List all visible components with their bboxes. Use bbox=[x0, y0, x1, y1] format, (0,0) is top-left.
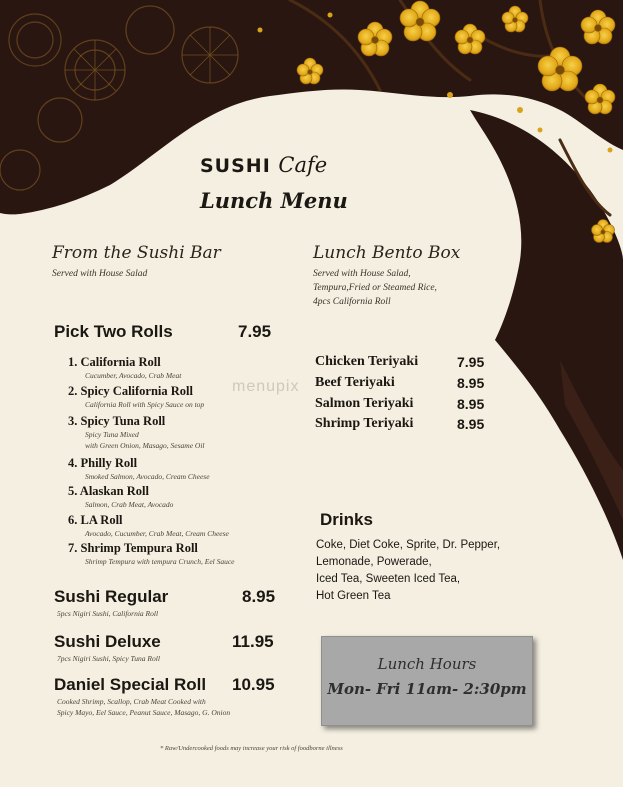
roll-desc: Cucumber, Avocado, Crab Meat bbox=[85, 371, 182, 380]
bento-item-name: Beef Teriyaki bbox=[315, 375, 395, 390]
bento-item-name: Shrimp Teriyaki bbox=[315, 416, 414, 431]
bento-note: 4pcs California Roll bbox=[313, 297, 391, 307]
sushi-bar-note: Served with House Salad bbox=[52, 269, 148, 279]
brand-name-italic: Cafe bbox=[278, 153, 328, 177]
sushi-deluxe-label: Sushi Deluxe bbox=[54, 632, 161, 651]
sushi-regular-price: 8.95 bbox=[242, 587, 276, 606]
bento-note: Served with House Salad, bbox=[313, 269, 411, 279]
drinks-line: Lemonade, Powerade, bbox=[316, 556, 432, 568]
sushi-regular-desc: 5pcs Nigiri Sushi, California Roll bbox=[57, 609, 159, 618]
roll-name: 4. Philly Roll bbox=[68, 456, 138, 470]
roll-name: 6. LA Roll bbox=[68, 513, 123, 527]
bento-item-price: 8.95 bbox=[457, 396, 485, 412]
pick-two-price: 7.95 bbox=[238, 322, 272, 341]
daniel-special-desc: Cooked Shrimp, Scallop, Crab Meat Cooked with bbox=[57, 697, 206, 706]
roll-name: 2. Spicy California Roll bbox=[68, 384, 194, 398]
drinks-line: Coke, Diet Coke, Sprite, Dr. Pepper, bbox=[316, 539, 501, 551]
footnote: * Raw/Undercooked foods may increase your risk of foodborne illness bbox=[160, 745, 343, 752]
drinks-heading: Drinks bbox=[320, 510, 373, 529]
roll-desc: Smoked Salmon, Avocado, Cream Cheese bbox=[85, 472, 210, 481]
roll-desc: with Green Onion, Masago, Sesame Oil bbox=[85, 441, 205, 450]
bento-item-name: Salmon Teriyaki bbox=[315, 396, 414, 411]
sushi-bar-heading: From the Sushi Bar bbox=[52, 243, 221, 263]
daniel-special-label: Daniel Special Roll bbox=[54, 675, 207, 694]
roll-desc: Spicy Tuna Mixed bbox=[85, 430, 139, 439]
roll-desc: California Roll with Spicy Sauce on top bbox=[85, 400, 205, 409]
roll-desc: Salmon, Crab Meat, Avocado bbox=[85, 500, 174, 509]
brand-name-bold: SUSHI bbox=[200, 155, 271, 177]
bento-item-name: Chicken Teriyaki bbox=[315, 354, 419, 369]
bento-note: Tempura,Fried or Steamed Rice, bbox=[313, 283, 437, 293]
lunch-hours-time: Mon- Fri 11am- 2:30pm bbox=[327, 680, 527, 698]
bento-item-price: 8.95 bbox=[457, 416, 485, 432]
roll-desc: Avocado, Cucumber, Crab Meat, Cream Cheese bbox=[85, 529, 229, 538]
lunch-hours-box bbox=[321, 636, 533, 726]
daniel-special-price: 10.95 bbox=[232, 675, 275, 694]
roll-name: 1. California Roll bbox=[68, 355, 161, 369]
lunch-hours-label: Lunch Hours bbox=[377, 655, 477, 673]
sushi-deluxe-price: 11.95 bbox=[232, 632, 274, 651]
roll-name: 7. Shrimp Tempura Roll bbox=[68, 541, 198, 555]
brand-title bbox=[200, 153, 327, 177]
roll-name: 5. Alaskan Roll bbox=[68, 484, 149, 498]
sushi-deluxe-desc: 7pcs Nigiri Sushi, Spicy Tuna Roll bbox=[57, 654, 160, 663]
bento-item-price: 7.95 bbox=[457, 354, 485, 370]
bento-heading: Lunch Bento Box bbox=[313, 243, 461, 263]
bento-item-price: 8.95 bbox=[457, 375, 485, 391]
sushi-regular-label: Sushi Regular bbox=[54, 587, 169, 606]
roll-name: 3. Spicy Tuna Roll bbox=[68, 414, 166, 428]
watermark: menupix bbox=[232, 378, 300, 395]
daniel-special-desc: Spicy Mayo, Eel Sauce, Peanut Sauce, Masago, G. Onion bbox=[57, 708, 231, 717]
drinks-line: Hot Green Tea bbox=[316, 590, 391, 602]
drinks-line: Iced Tea, Sweeten Iced Tea, bbox=[316, 573, 461, 585]
roll-desc: Shrimp Tempura with tempura Crunch, Eel Sauce bbox=[85, 557, 235, 566]
pick-two-label: Pick Two Rolls bbox=[54, 322, 173, 341]
menu-subtitle: Lunch Menu bbox=[200, 188, 348, 213]
